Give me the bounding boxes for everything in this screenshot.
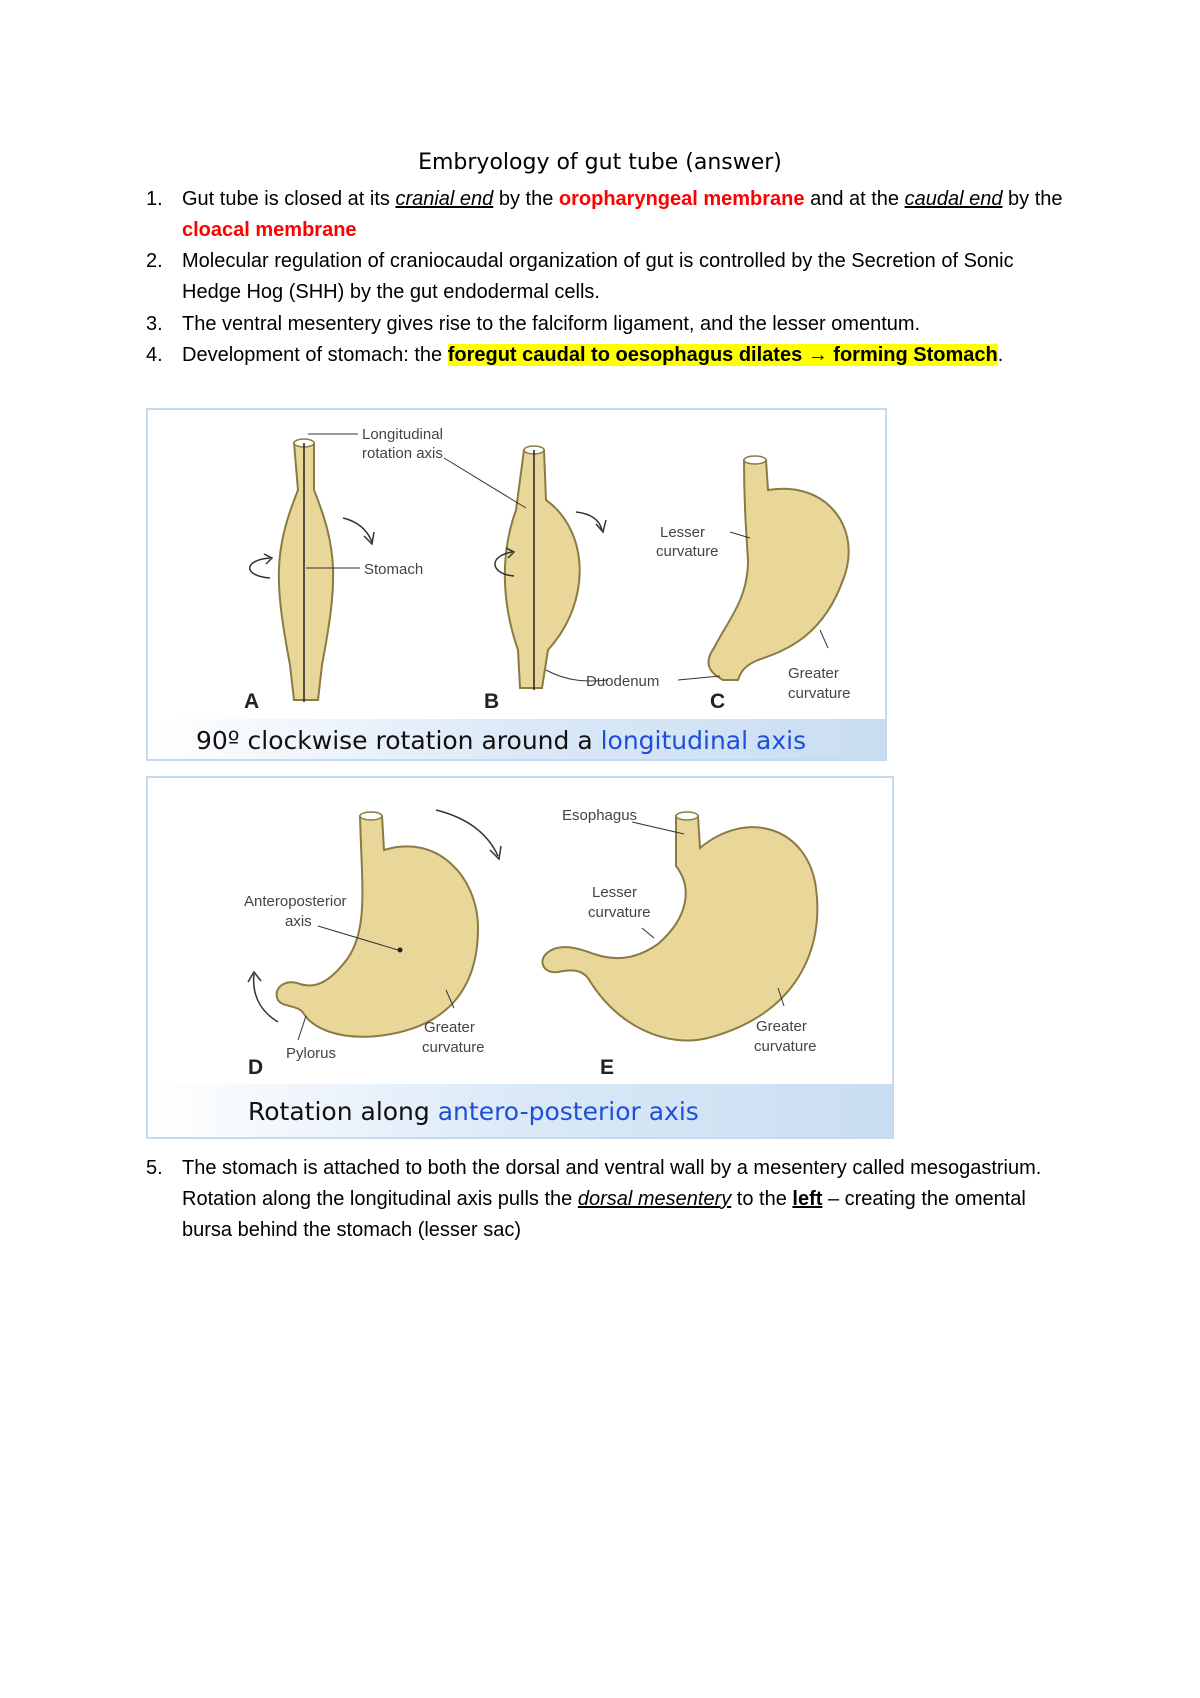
label-duodenum: Duodenum: [586, 673, 660, 690]
label-curvature-e2: curvature: [754, 1038, 817, 1055]
letter-c: C: [710, 690, 726, 713]
letter-d: D: [248, 1056, 264, 1079]
text-run: to the: [731, 1188, 793, 1210]
text-run: Gut tube is closed at its: [182, 188, 396, 210]
label-curvature: curvature: [656, 543, 719, 560]
list-text: [182, 309, 1066, 340]
label-lesser-e: Lesser: [592, 884, 638, 901]
stomach-stage-c: [678, 456, 849, 680]
list-number: 1.: [146, 188, 163, 210]
list-item-5: [146, 1153, 1066, 1246]
list-number: 4.: [146, 344, 163, 366]
text-run: left: [792, 1188, 823, 1210]
label-longitudinal: Longitudinal: [362, 426, 443, 443]
label-curvature-e: curvature: [588, 904, 651, 921]
label-greater-e: Greater: [756, 1018, 807, 1035]
label-anteroposterior: Anteroposterior: [244, 893, 347, 910]
list-item-1: [146, 184, 1066, 246]
figure-longitudinal-rotation: [146, 408, 887, 761]
text-run: and at the: [804, 188, 905, 210]
list-text: [182, 1153, 1066, 1246]
text-run: by the: [1002, 188, 1063, 210]
caption-highlight: antero-posterior axis: [437, 1097, 699, 1126]
text-run: dorsal mesentery: [577, 1188, 732, 1210]
caption-highlight: longitudinal axis: [600, 726, 807, 755]
list-item-3: [146, 309, 1066, 340]
text-run: Molecular regulation of craniocaudal organization of gut is controlled by the Secretion of Sonic Hedge Hog (SHH) by the gut endodermal cells.: [182, 250, 1014, 303]
figure-anteroposterior-rotation: [146, 776, 894, 1139]
text-run: The stomach is attached to both the dorsal and ventral wall by a mesentery called mesogastrium. Rotation along the longitudinal axis pulls the: [182, 1157, 1042, 1210]
stomach-stage-b: [444, 446, 608, 690]
text-run: .: [997, 344, 1004, 366]
caption-prefix: 90º clockwise rotation around a: [196, 726, 601, 755]
letter-b: B: [484, 690, 500, 713]
figure-2-svg: [148, 778, 892, 1137]
label-esophagus: Esophagus: [562, 807, 638, 824]
letter-e: E: [600, 1056, 615, 1079]
list-item-2: [146, 246, 1066, 308]
label-lesser: Lesser: [660, 524, 706, 541]
page-title: Embryology of gut tube (answer): [418, 150, 782, 175]
figure-1-caption: [196, 726, 806, 755]
text-run: Development of stomach: the: [182, 344, 448, 366]
label-curvature-2: curvature: [788, 685, 851, 702]
label-stomach: Stomach: [364, 561, 424, 578]
stomach-stage-a: [250, 434, 374, 702]
list-text: [182, 340, 1066, 371]
list-text: [182, 184, 1066, 246]
text-run: cranial end: [395, 188, 494, 210]
text-run: The ventral mesentery gives rise to the falciform ligament, and the lesser omentum.: [182, 313, 921, 335]
label-pylorus: Pylorus: [286, 1045, 337, 1062]
label-curvature-d: curvature: [422, 1039, 485, 1056]
label-greater: Greater: [788, 665, 839, 682]
list-text: [182, 246, 1066, 308]
caption-prefix: Rotation along: [248, 1097, 438, 1126]
list-number: 5.: [146, 1157, 163, 1179]
text-run: – creating the omental bursa behind the stomach (lesser sac): [182, 1188, 1026, 1241]
label-greater-d: Greater: [424, 1019, 475, 1036]
text-run: by the: [493, 188, 559, 210]
text-run: caudal end: [904, 188, 1003, 210]
label-rotation-axis: rotation axis: [362, 445, 443, 462]
text-run: oropharyngeal membrane: [558, 188, 805, 210]
letter-a: A: [244, 690, 260, 713]
text-run: cloacal membrane: [182, 219, 357, 241]
figure-1-svg: [148, 410, 885, 759]
text-run: foregut caudal to oesophagus dilates → forming Stomach: [447, 344, 998, 366]
list-item-4: [146, 340, 1066, 371]
figure-2-caption: [248, 1097, 699, 1126]
list-number: 2.: [146, 250, 163, 272]
label-axis: axis: [285, 913, 312, 930]
list-number: 3.: [146, 313, 163, 335]
